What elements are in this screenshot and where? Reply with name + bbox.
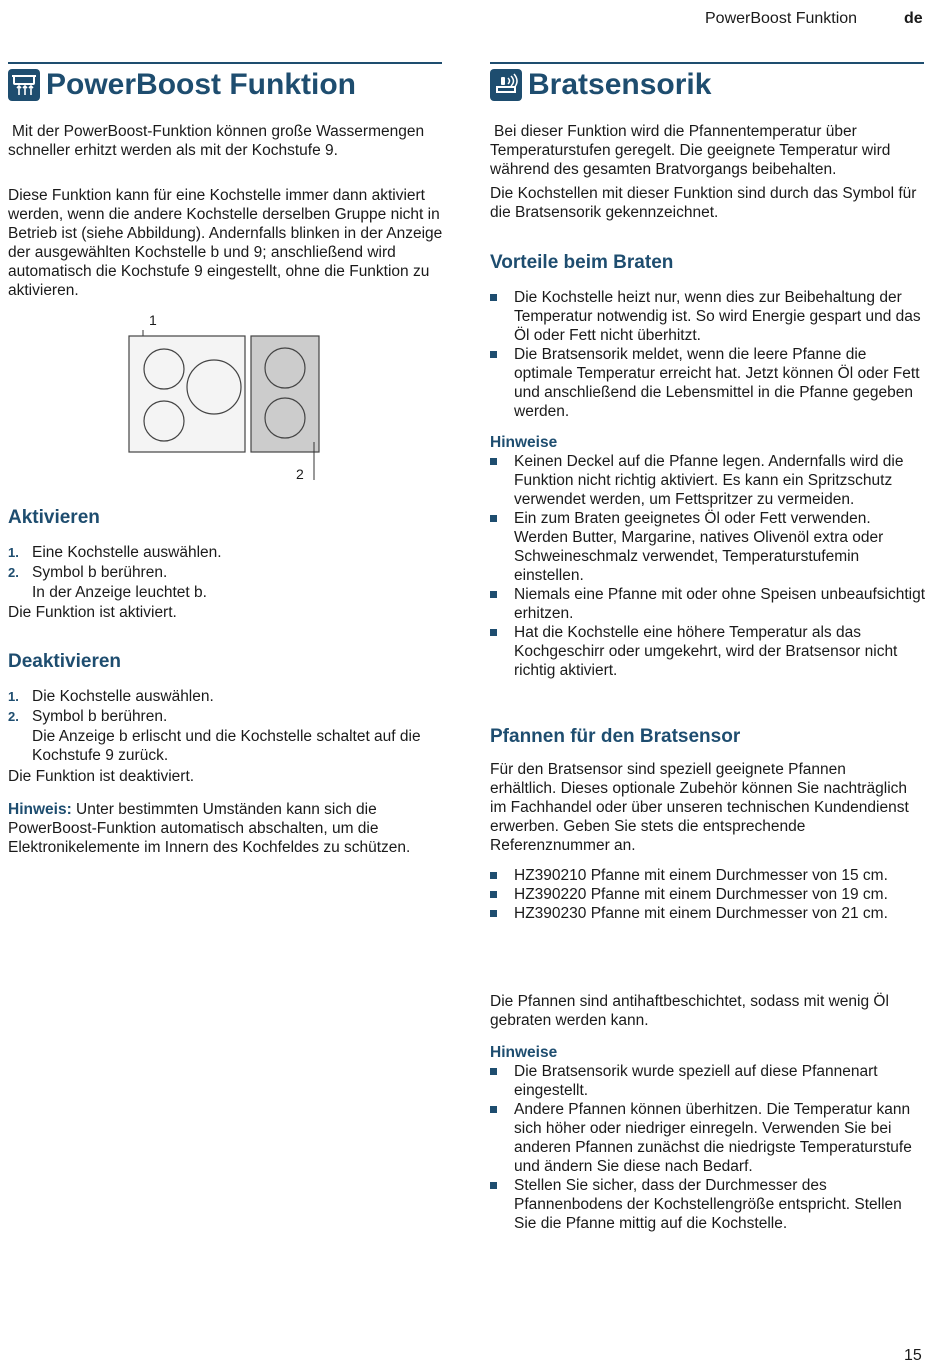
activate-heading: Aktivieren [8,507,100,528]
list-item: Stellen Sie sicher, dass der Durchmesser des Pfannenbodens der Kochstellengröße entspricht. Stellen Sie die Pfanne mittig auf die Kochstelle. [490,1176,926,1233]
notes-heading-2: Hinweise [490,1044,558,1061]
powerboost-note [8,800,438,857]
list-item: Keinen Deckel auf die Pfanne legen. Andernfalls wird die Funktion nicht richtig aktiviert. Es kann ein Spritzschutz verwendet werden, um Fettspritzer zu vermeiden. [490,452,926,509]
list-item: HZ390210 Pfanne mit einem Durchmesser von 15 cm. [490,866,890,885]
bratsensorik-heading: Bratsensorik [528,68,712,101]
list-item: Niemals eine Pfanne mit oder ohne Speisen unbeaufsichtigt erhitzen. [490,585,926,623]
deactivate-steps [8,687,444,765]
notes-list-1 [490,452,926,680]
step-text: Die Kochstelle auswählen. [32,688,214,705]
powerboost-icon [8,69,40,101]
list-item: HZ390220 Pfanne mit einem Durchmesser von 19 cm. [490,885,890,904]
note-label: Hinweis: [8,801,72,818]
notes-list-2 [490,1062,926,1233]
pans-heading: Pfannen für den Bratsensor [490,726,741,747]
bratsensorik-intro: Bei dieser Funktion wird die Pfannentemperatur über Temperaturstufen geregelt. Die geeignete Temperatur wird während des gesamten Bratvorgangs beibehalten. [490,123,891,178]
deactivate-result: Die Funktion ist deaktiviert. [8,768,195,785]
pans-intro: Für den Bratsensor sind speziell geeignete Pfannen erhältlich. Dieses optionale Zubehör können Sie nachträglich im Fachhandel oder über unseren technischen Kundendienst erwerben. Geben Sie stets die entsprechende Referenznummer an. [490,761,909,854]
list-item: Die Bratsensorik wurde speziell auf diese Pfannenart eingestellt. [490,1062,926,1100]
bratsensorik-section-title [490,62,924,106]
activate-result: Die Funktion ist aktiviert. [8,604,177,621]
activate-steps [8,543,444,602]
note-text: Unter bestimmten Umständen kann sich die PowerBoost-Funktion automatisch abschalten, um die Elektronikelemente im Innern des Kochfeldes zu schützen. [8,801,411,856]
pans-list [490,866,890,923]
language-code: de [904,10,923,27]
step-number: 2. [8,709,19,724]
powerboost-paragraph-2: Diese Funktion kann für eine Kochstelle immer dann aktiviert werden, wenn die andere Kochstelle derselben Gruppe nicht in Betrieb ist (siehe Abbildung). Andernfalls blinken in der Anzeige der ausgewählten Kochstelle b und 9; anschließend wird automatisch die Kochstufe 9 eingestellt, ohne die Funktion zu aktivieren. [8,187,443,299]
list-item: Ein zum Braten geeignetes Öl oder Fett verwenden. Werden Butter, Margarine, natives Olivenöl extra oder Schweineschmalz verwendet, Temperaturstufemin einstellen. [490,509,926,585]
step-text: Symbol b berühren. [32,564,168,581]
figure-label-1: 1 [149,312,157,328]
advantages-list [490,288,926,421]
step-number: 1. [8,689,19,704]
step-number: 1. [8,545,19,560]
powerboost-section-title [8,62,442,106]
page-number: 15 [904,1347,922,1364]
advantages-heading: Vorteile beim Braten [490,252,674,273]
list-item: Hat die Kochstelle eine höhere Temperatur als das Kochgeschirr oder umgekehrt, wird der Bratsensor nicht richtig aktiviert. [490,623,926,680]
step-result: Die Anzeige b erlischt und die Kochstelle schaltet auf die Kochstufe 9 zurück. [32,728,421,764]
bratsensorik-paragraph-2: Die Kochstellen mit dieser Funktion sind durch das Symbol für die Bratsensorik gekennzeichnet. [490,185,917,221]
deactivate-step-1 [8,687,444,706]
frying-sensor-icon [490,69,522,101]
step-text: Symbol b berühren. [32,708,168,725]
activate-step-1 [8,543,444,562]
list-item: Die Kochstelle heizt nur, wenn dies zur Beibehaltung der Temperatur notwendig ist. So wird Energie gespart und das Öl oder Fett nicht überhitzt. [490,288,926,345]
powerboost-heading: PowerBoost Funktion [46,68,356,101]
activate-step-2 [8,563,444,602]
step-result: In der Anzeige leuchtet b. [32,584,207,601]
list-item: HZ390230 Pfanne mit einem Durchmesser von 21 cm. [490,904,890,923]
list-item: Andere Pfannen können überhitzen. Die Temperatur kann sich höher oder niedriger einregeln. Verwenden Sie bei anderen Pfannen zunächst die niedrigste Temperaturstufe und ändern Sie diese nach Bedarf. [490,1100,926,1176]
notes-heading-1: Hinweise [490,434,558,451]
deactivate-heading: Deaktivieren [8,651,122,672]
step-number: 2. [8,565,19,580]
pans-outro: Die Pfannen sind antihaftbeschichtet, sodass mit wenig Öl gebraten werden kann. [490,993,889,1029]
powerboost-intro: Mit der PowerBoost-Funktion können große Wassermengen schneller erhitzt werden als mit der Kochstufe 9. [8,123,425,159]
deactivate-step-2 [8,707,444,765]
running-header-title: PowerBoost Funktion [705,10,858,27]
step-text: Eine Kochstelle auswählen. [32,544,222,561]
list-item: Die Bratsensorik meldet, wenn die leere Pfanne die optimale Temperatur erreicht hat. Jetzt können Öl oder Fett und anschließend die Lebensmittel in die Pfanne gegeben werden. [490,345,926,421]
hob-illustration [125,330,325,482]
figure-label-2: 2 [296,466,304,482]
